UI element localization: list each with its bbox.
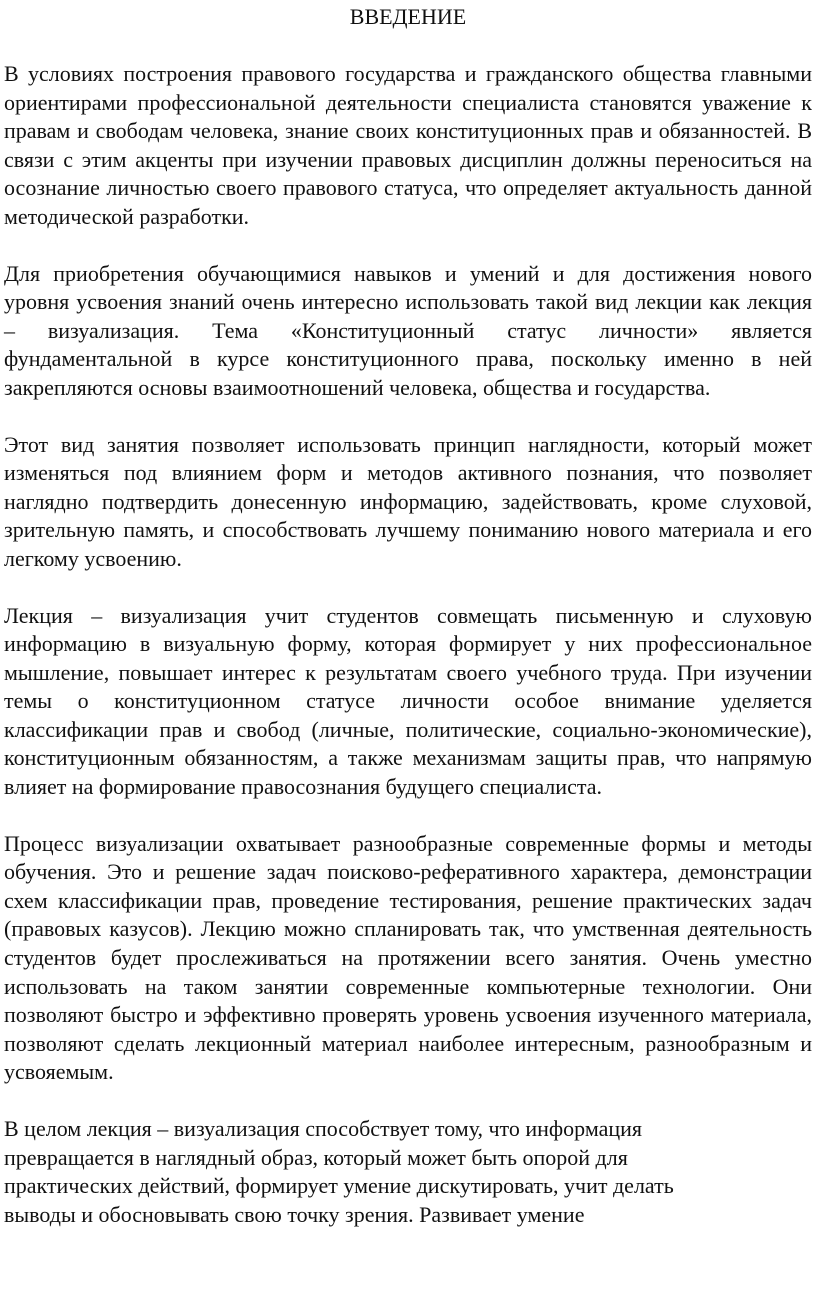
spacer xyxy=(4,32,812,60)
spacer xyxy=(4,403,812,431)
spacer xyxy=(4,232,812,260)
paragraph-4: Лекция – визуализация учит студентов совмещать письменную и слуховую информацию в визуальную форму, которая формирует у них профессиональное мышление, повышает интерес к результатам своего учебного труда. При изучении темы о конституционном статусе личности особое внимание уделяется классификации прав и свобод (личные, политические, социально-экономические), конституционным обязанностям, а также механизмам защиты прав, что напрямую влияет на формирование правосознания будущего специалиста. xyxy=(4,602,812,800)
spacer xyxy=(4,1087,812,1115)
paragraph-5: Процесс визуализации охватывает разнообразные современные формы и методы обучения. Это и решение задач поисково-реферативного характера, демонстрации схем классификации прав, проведение тестирования, решение практических задач (правовых казусов). Лекцию можно спланировать так, что умственная деятельность студентов будет прослеживаться на протяжении всего занятия. Очень уместно использовать на таком занятии современные компьютерные технологии. Они позволяют быстро и эффективно проверять уровень усвоения изученного материала, позволяют сделать лекционный материал наиболее интересным, разнообразным и усвояемым. xyxy=(4,830,812,1085)
spacer xyxy=(4,574,812,602)
page-title: ВВЕДЕНИЕ xyxy=(349,4,467,29)
paragraph-3: Этот вид занятия позволяет использовать принцип наглядности, который может изменяться под влиянием форм и методов активного познания, что позволяет наглядно подтвердить донесенную информацию, задействовать, кроме слуховой, зрительную память, и способствовать лучшему пониманию нового материала и его легкому усвоению. xyxy=(4,431,812,571)
document-page xyxy=(4,0,812,1229)
paragraph-6: В целом лекция – визуализация способствует тому, что информация превращается в наглядный образ, который может быть опорой для практических действий, формирует умение дискутировать, учит делать выводы и обосновывать свою точку зрения. Развивает умение xyxy=(4,1116,674,1227)
paragraph-2: Для приобретения обучающимися навыков и умений и для достижения нового уровня усвоения знаний очень интересно использовать такой вид лекции как лекция – визуализация. Тема «Конституционный статус личности» является фундаментальной в курсе конституционного права, поскольку именно в ней закрепляются основы взаимоотношений человека, общества и государства. xyxy=(4,260,812,400)
spacer xyxy=(4,802,812,830)
paragraph-1: В условиях построения правового государства и гражданского общества главными ориентирами профессиональной деятельности специалиста становятся уважение к правам и свободам человека, знание своих конституционных прав и обязанностей. В связи с этим акценты при изучении правовых дисциплин должны переноситься на осознание личностью своего правового статуса, что определяет актуальность данной методической разработки. xyxy=(4,61,812,229)
